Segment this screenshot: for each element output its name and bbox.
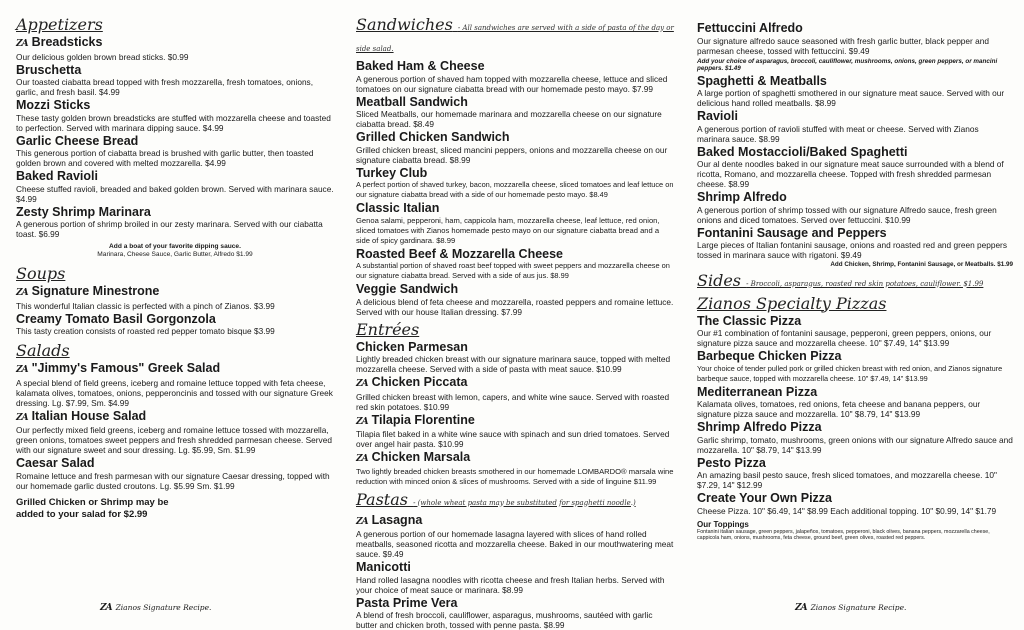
item-name: Manicotti [356, 561, 674, 575]
menu-item [697, 22, 1013, 73]
item-name: Chicken Marsala [372, 450, 471, 464]
item-description: A generous portion of ravioli stuffed with meat or cheese. Served with Zianos marinara sauce. $8.99 [697, 124, 1013, 144]
item-description: Tilapia filet baked in a white wine sauce with spinach and sun dried tomatoes. Served over angel hair pasta. $10.99 [356, 429, 674, 449]
item-name: Tilapia Florentine [372, 413, 475, 427]
signature-recipe-icon: ZA [16, 288, 28, 298]
menu-item [16, 64, 334, 98]
item-name: Zesty Shrimp Marinara [16, 206, 334, 220]
sandwiches-note: - All sandwiches are served with a side of pasta of the day or side salad. [356, 24, 674, 53]
signature-recipe-icon: ZA [356, 454, 368, 464]
signature-recipe-icon: ZA [16, 39, 28, 49]
item-description: This wonderful Italian classic is perfected with a pinch of Zianos. $3.99 [16, 301, 334, 311]
item-name: Shrimp Alfredo [697, 191, 1013, 205]
sausage-addon-note: Add Chicken, Shrimp, Fontanini Sausage, or Meatballs. $1.99 [697, 261, 1013, 269]
item-description: Sliced Meatballs, our homemade marinara and mozzarella cheese on our signature ciabatta bread. $8.49 [356, 109, 674, 129]
menu-item [697, 227, 1013, 269]
item-name: Grilled Chicken Sandwich [356, 131, 674, 145]
signature-recipe-footer [100, 603, 211, 613]
item-description: Cheese Pizza. 10" $6.49, 14" $8.99 Each additional topping. 10" $0.99, 14" $1.79 [697, 506, 1013, 516]
menu-item [16, 170, 334, 204]
section-title-pizzas: Zianos Specialty Pizzas [697, 295, 1013, 313]
signature-recipe-icon: ZA [16, 365, 28, 375]
item-description: Grilled chicken breast with lemon, capers, and white wine sauce. Served with roasted red skin potatoes. $10.99 [356, 392, 674, 412]
item-description: Our #1 combination of fontanini sausage, pepperoni, green peppers, onions, our signature pizza sauce and mozzarella cheese. 10" $7.49, 14" $13.99 [697, 328, 1013, 348]
item-name: Shrimp Alfredo Pizza [697, 421, 1013, 435]
item-name: Ravioli [697, 110, 1013, 124]
item-description: Kalamata olives, tomatoes, red onions, feta cheese and banana peppers, our signature pizza sauce and mozzarella. 10" $8.79, 14" $13.99 [697, 399, 1013, 419]
menu-item [16, 285, 334, 311]
item-description: A blend of fresh broccoli, cauliflower, asparagus, mushrooms, sautéed with garlic butter and chicken broth, tossed with penne pasta. $8.99 [356, 610, 674, 630]
signature-recipe-icon: ZA [100, 603, 112, 613]
item-description: Our delicious golden brown bread sticks. $0.99 [16, 52, 334, 62]
item-description: Cheese stuffed ravioli, breaded and baked golden brown. Served with marinara sauce. $4.99 [16, 184, 334, 204]
item-description: Garlic shrimp, tomato, mushrooms, green onions with our signature Alfredo sauce and mozzarella. 10" $8.79, 14" $13.99 [697, 435, 1013, 455]
section-title-soups: Soups [16, 265, 334, 283]
menu-item [16, 135, 334, 169]
item-name: Caesar Salad [16, 457, 334, 471]
item-name: Chicken Parmesan [356, 341, 674, 355]
section-title-pastas [356, 491, 674, 512]
menu-item [356, 451, 674, 487]
item-name: Barbeque Chicken Pizza [697, 350, 1013, 364]
item-name: Fettuccini Alfredo [697, 22, 1013, 36]
menu-item [356, 597, 674, 630]
item-description: Hand rolled lasagna noodles with ricotta cheese and fresh Italian herbs. Served with your choice of meat sauce or marinara. $8.99 [356, 575, 674, 595]
salad-addon-line-2: added to your salad for $2.99 [16, 509, 334, 521]
menu-item [697, 75, 1013, 109]
menu-item [356, 376, 674, 412]
menu-item [16, 36, 334, 62]
toppings-title: Our Toppings [697, 520, 1013, 529]
footer-text: Zianos Signature Recipe. [811, 603, 907, 612]
menu-item [697, 146, 1013, 190]
item-name: Pesto Pizza [697, 457, 1013, 471]
item-name: Create Your Own Pizza [697, 492, 1013, 506]
menu-item [16, 99, 334, 133]
item-name: Breadsticks [32, 35, 103, 49]
section-title-sides [697, 272, 1013, 293]
item-description: Grilled chicken breast, sliced mancini peppers, onions and mozzarella cheese on our signature ciabatta bread. $8.99 [356, 145, 674, 165]
item-description: Genoa salami, pepperoni, ham, cappicola ham, mozzarella cheese, leaf lettuce, red onion, sliced tomatoes with Zianos homemade pesto mayo on our signature ciabatta bread and a side of spicy gardinara. $8.99 [356, 216, 674, 246]
signature-recipe-icon: ZA [16, 413, 28, 423]
menu-item [697, 110, 1013, 144]
signature-recipe-icon: ZA [795, 603, 807, 613]
item-name: Meatball Sandwich [356, 96, 674, 110]
item-description: Your choice of tender pulled pork or grilled chicken breast with red onion, and Zianos signature barbeque sauce, topped with mozzarella cheese. 10" $7.49, 14" $13.99 [697, 364, 1013, 384]
item-name: Roasted Beef & Mozzarella Cheese [356, 248, 674, 262]
item-name: Bruschetta [16, 64, 334, 78]
menu-item [16, 410, 334, 456]
menu-item [356, 60, 674, 94]
item-description: This generous portion of ciabatta bread is brushed with garlic butter, then toasted golden brown and covered with melted mozzarella. $4.99 [16, 148, 334, 168]
item-description: This tasty creation consists of roasted red pepper tomato bisque $3.99 [16, 326, 334, 336]
section-title-salads: Salads [16, 342, 334, 360]
menu-item [356, 202, 674, 246]
menu-item [356, 414, 674, 450]
pastas-title-text: Pastas [356, 490, 408, 509]
section-title-sandwiches [356, 16, 674, 58]
section-title-entrees: Entrées [356, 321, 674, 339]
item-description: Lightly breaded chicken breast with our signature marinara sauce, topped with melted mozzarella cheese. Served with a side of pasta with meat sauce. $10.99 [356, 354, 674, 374]
menu-item [356, 131, 674, 165]
item-description: A generous portion of our homemade lasagna layered with slices of hand rolled meatballs, seasoned ricotta and mozzarella cheese. Baked in our mouthwatering meat sauce. $9.49 [356, 529, 674, 559]
salad-addon-line-1: Grilled Chicken or Shrimp may be [16, 497, 334, 509]
sides-title-text: Sides [697, 271, 741, 290]
signature-recipe-icon: ZA [356, 517, 368, 527]
item-description: Our al dente noodles baked in our signature meat sauce surrounded with a blend of ricotta, Romano, and mozzarella cheese. Topped with fresh shredded parmesan cheese. $8.99 [697, 159, 1013, 189]
footer-text: Zianos Signature Recipe. [116, 603, 212, 612]
item-description: A large portion of spaghetti smothered in our signature meat sauce. Served with our delicious hand rolled meatballs. $8.99 [697, 88, 1013, 108]
menu-item [16, 362, 334, 408]
menu-item [356, 96, 674, 130]
menu-column-3 [697, 14, 1013, 615]
item-description: A perfect portion of shaved turkey, bacon, mozzarella cheese, sliced tomatoes and leaf lettuce on our signature ciabatta bread with a side of our homemade pesto mayo. $8.49 [356, 180, 674, 200]
item-description: Large pieces of Italian fontanini sausage, onions and roasted red and green peppers tossed in marinara sauce with rigatoni. $9.49 [697, 240, 1013, 260]
menu-item [356, 514, 674, 560]
item-name: Baked Ravioli [16, 170, 334, 184]
menu-item [356, 248, 674, 282]
menu-item [356, 341, 674, 375]
item-name: Chicken Piccata [372, 375, 468, 389]
sides-note: - Broccoli, asparagus, roasted red skin potatoes, cauliflower. $1.99 [746, 280, 983, 288]
menu-item [697, 421, 1013, 455]
signature-recipe-icon: ZA [356, 379, 368, 389]
item-name: Garlic Cheese Bread [16, 135, 334, 149]
menu-item [697, 492, 1013, 516]
item-description: A special blend of field greens, iceberg and romaine lettuce topped with feta cheese, kalamata olives, tomatoes, onions, pepperoncinis and tossed with our signature Greek dressing. Lg. $7.99, Sm. $4.99 [16, 378, 334, 408]
item-name: Baked Ham & Cheese [356, 60, 674, 74]
menu-column-2 [356, 14, 674, 615]
item-description: A generous portion of shrimp tossed with our signature Alfredo sauce, fresh green onions and diced tomatoes. Served over fettuccini. $10.99 [697, 205, 1013, 225]
item-name: Mozzi Sticks [16, 99, 334, 113]
dipping-sauce-options: Marinara, Cheese Sauce, Garlic Butter, Alfredo $1.99 [16, 251, 334, 259]
menu-item [697, 315, 1013, 349]
menu-item [16, 206, 334, 240]
menu-item [697, 191, 1013, 225]
item-name: Signature Minestrone [32, 284, 160, 298]
menu-item [356, 167, 674, 201]
item-name: "Jimmy's Famous" Greek Salad [32, 361, 221, 375]
section-title-appetizers: Appetizers [16, 16, 334, 34]
item-name: Veggie Sandwich [356, 283, 674, 297]
item-description: Our signature alfredo sauce seasoned with fresh garlic butter, black pepper and parmesan cheese, tossed with fettuccini. $9.49 [697, 36, 1013, 56]
item-name: Spaghetti & Meatballs [697, 75, 1013, 89]
item-name: Mediterranean Pizza [697, 386, 1013, 400]
item-name: Italian House Salad [32, 409, 147, 423]
item-name: Pasta Prime Vera [356, 597, 674, 611]
menu-item [16, 457, 334, 491]
item-name: Baked Mostaccioli/Baked Spaghetti [697, 146, 1013, 160]
menu-item [16, 313, 334, 337]
menu-item [356, 283, 674, 317]
item-name: The Classic Pizza [697, 315, 1013, 329]
item-description: An amazing basil pesto sauce, fresh sliced tomatoes, and mozzarella cheese. 10" $7.29, 14" $12.99 [697, 470, 1013, 490]
item-description: These tasty golden brown breadsticks are stuffed with mozzarella cheese and toasted to perfection. Served with marinara dipping sauce. $4.99 [16, 113, 334, 133]
item-description: Our perfectly mixed field greens, iceberg and romaine lettuce tossed with mozzarella, green onions, tomatoes sweet peppers and fresh shredded parmesan cheese. Served with our signature sweet and sour dressing. Lg. $5.99, Sm. $1.99 [16, 425, 334, 455]
fettuccini-addon-note: Add your choice of asparagus, broccoli, cauliflower, mushrooms, onions, green peppers, or mancini peppers. $1.49 [697, 58, 1013, 73]
item-name: Creamy Tomato Basil Gorgonzola [16, 313, 334, 327]
dipping-sauce-note: Add a boat of your favorite dipping sauce. [16, 243, 334, 251]
item-description: Our toasted ciabatta bread topped with fresh mozzarella, fresh tomatoes, onions, garlic, and fresh basil. $4.99 [16, 77, 334, 97]
signature-recipe-icon: ZA [356, 417, 368, 427]
item-name: Lasagna [372, 513, 423, 527]
item-description: Romaine lettuce and fresh parmesan with our signature Caesar dressing, topped with our homemade garlic dusted croutons. Lg. $5.99 Sm. $1.99 [16, 471, 334, 491]
toppings-list: Fontanini italian sausage, green peppers, jalapeños, tomatoes, pepperoni, black olives, banana peppers, mozzarella cheese, cappicola ham, onions, mushrooms, feta cheese, ground beef, green olives, roasted red peppers. [697, 529, 1013, 542]
item-name: Classic Italian [356, 202, 674, 216]
sandwiches-title-text: Sandwiches [356, 15, 453, 34]
menu-item [697, 457, 1013, 491]
pastas-note: - (whole wheat pasta may be substituted for spaghetti noodle.) [413, 499, 636, 507]
signature-recipe-footer [795, 603, 906, 613]
menu-item [356, 561, 674, 595]
item-description: A delicious blend of feta cheese and mozzarella, roasted peppers and romaine lettuce. Served with our house Italian dressing. $7.99 [356, 297, 674, 317]
item-description: Two lightly breaded chicken breasts smothered in our homemade LOMBARDO® marsala wine reduction with minced onion & slices of mushrooms. Served with a side of linguine $11.99 [356, 467, 674, 487]
item-name: Fontanini Sausage and Peppers [697, 227, 1013, 241]
menu-column-1 [16, 14, 334, 615]
item-description: A generous portion of shaved ham topped with mozzarella cheese, lettuce and sliced tomatoes on our signature ciabatta bread with our homemade pesto mayo. $7.99 [356, 74, 674, 94]
item-description: A generous portion of shrimp broiled in our zesty marinara. Served with our ciabatta toast. $6.99 [16, 219, 334, 239]
menu-item [697, 350, 1013, 384]
item-name: Turkey Club [356, 167, 674, 181]
item-description: A substantial portion of shaved roast beef topped with sweet peppers and mozzarella cheese on our signature ciabatta bread. Served with a side of aus jus. $8.99 [356, 261, 674, 281]
menu-item [697, 386, 1013, 420]
